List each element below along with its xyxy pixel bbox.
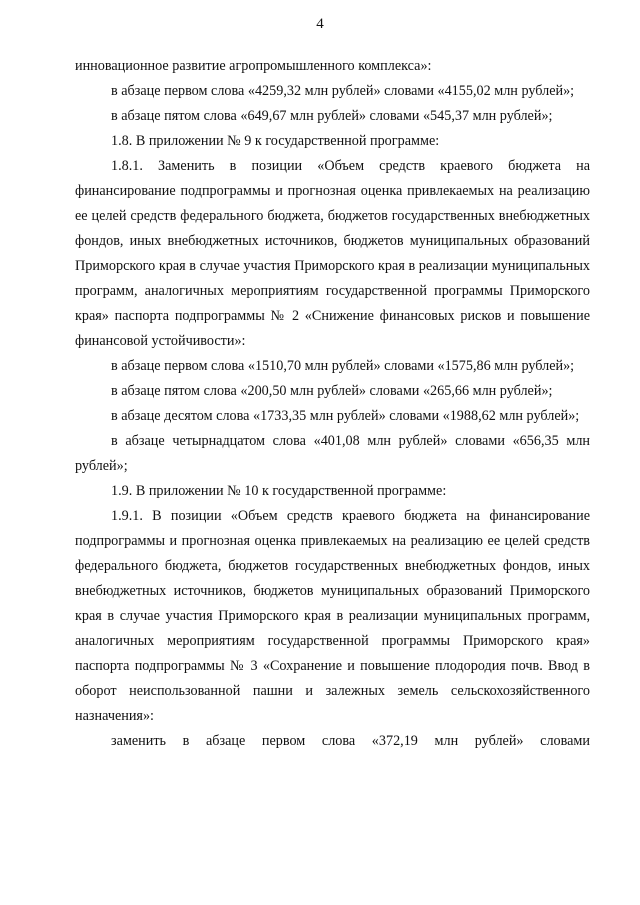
paragraph-section-1-9: 1.9. В приложении № 10 к государственной программе:	[111, 483, 447, 499]
paragraph-section-1-8: 1.8. В приложении № 9 к государственной программе:	[111, 133, 440, 149]
paragraph-amendment-fifth-abzac-2: в абзаце пятом слова «200,50 млн рублей» словами «265,66 млн рублей»;	[111, 383, 553, 399]
paragraph-amendment-fifth-abzac: в абзаце пятом слова «649,67 млн рублей» словами «545,37 млн рублей»;	[111, 108, 553, 124]
page-number: 4	[316, 16, 324, 32]
paragraph-amendment-tenth-abzac: в абзаце десятом слова «1733,35 млн рублей» словами «1988,62 млн рублей»;	[111, 408, 580, 424]
paragraph-amendment-first-abzac: в абзаце первом слова «4259,32 млн рублей» словами «4155,02 млн рублей»;	[111, 83, 575, 99]
paragraph-amendment-first-abzac-2: в абзаце первом слова «1510,70 млн рублей» словами «1575,86 млн рублей»;	[111, 358, 575, 374]
paragraph-amendment-fourteenth-abzac: в абзаце четырнадцатом слова «401,08 млн рублей» словами «656,35 млн рублей»;	[75, 433, 590, 474]
paragraph-amendment-replace-first-abzac: заменить в абзаце первом слова «372,19 млн рублей» словами	[111, 733, 590, 749]
document-body	[75, 54, 590, 754]
paragraph-section-1-9-1: 1.9.1. В позиции «Объем средств краевого бюджета на финансирование подпрограммы и прогнозная оценка привлекаемых на реализацию ее целей средств федерального бюджета, бюджетов государственных внебюджетных фондов, иных внебюджетных источников, бюджетов муниципальных образований Приморского края в случае участия Приморского края в реализации муниципальных программ, аналогичных мероприятиям государственной программы Приморского края» паспорта подпрограммы № 3 «Сохранение и повышение плодородия почв. Ввод в оборот неиспользованной пашни и залежных земель сельскохозяйственного назначения»:	[75, 508, 590, 724]
paragraph-continuation: инновационное развитие агропромышленного комплекса»:	[75, 58, 432, 74]
paragraph-section-1-8-1: 1.8.1. Заменить в позиции «Объем средств краевого бюджета на финансирование подпрограммы и прогнозная оценка привлекаемых на реализацию ее целей средств федерального бюджета, бюджетов государственных внебюджетных фондов, иных внебюджетных источников, бюджетов муниципальных образований Приморского края в случае участия Приморского края в реализации муниципальных программ, аналогичных мероприятиям государственной программы Приморского края» паспорта подпрограммы № 2 «Снижение финансовых рисков и повышение финансовой устойчивости»:	[75, 158, 590, 349]
